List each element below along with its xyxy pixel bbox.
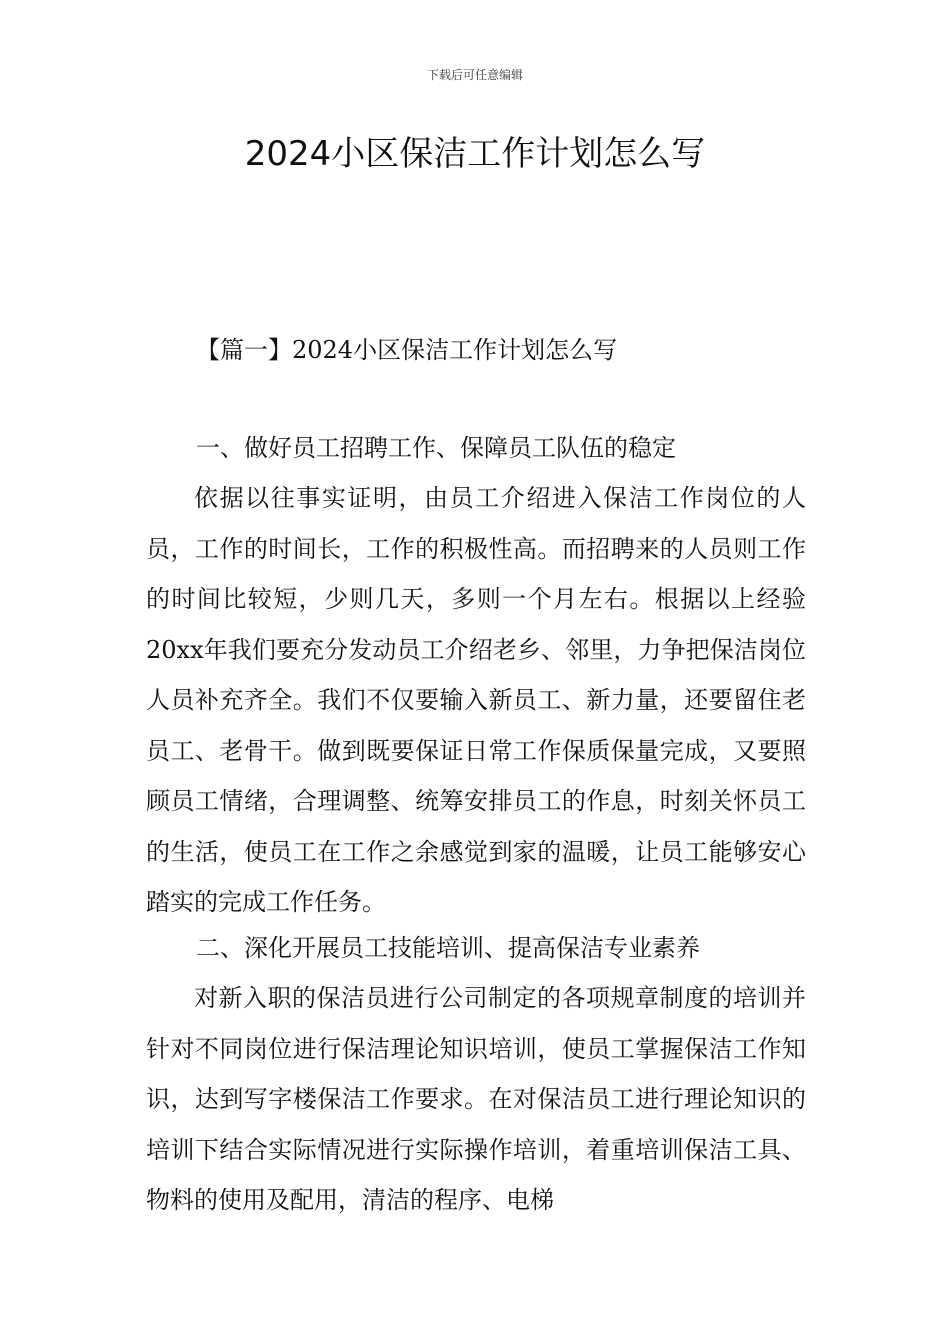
paragraph-training: 对新入职的保洁员进行公司制定的各项规章制度的培训并针对不同岗位进行保洁理论知识培训，使员工掌握保洁工作知识，达到写字楼保洁工作要求。在对保洁员工进行理论知识的培训下结合实际情况进行实际操作培训，着重培训保洁工具、物料的使用及配用，清洁的程序、电梯: [146, 984, 806, 1214]
paragraph-recruitment: 依据以往事实证明，由员工介绍进入保洁工作岗位的人员，工作的时间长，工作的积极性高。而招聘来的人员则工作的时间比较短，少则几天，多则一个月左右。根据以上经验20xx年我们要充分发动员工介绍老乡、邻里，力争把保洁岗位人员补充齐全。我们不仅要输入新员工、新力量，还要留住老员工、老骨干。做到既要保证日常工作保质保量完成，又要照顾员工情绪，合理调整、统筹安排员工的作息，时刻关怀员工的生活，使员工在工作之余感觉到家的温暖，让员工能够安心踏实的完成工作任务。: [146, 484, 806, 916]
heading-recruitment: 一、做好员工招聘工作、保障员工队伍的稳定: [196, 434, 676, 462]
heading-training: 二、深化开展员工技能培训、提高保洁专业素养: [196, 934, 700, 962]
section-title: 【篇一】2024小区保洁工作计划怎么写: [196, 336, 618, 364]
page-header-note: 下载后可任意编辑: [426, 68, 523, 82]
document-title: 2024小区保洁工作计划怎么写: [244, 134, 706, 174]
